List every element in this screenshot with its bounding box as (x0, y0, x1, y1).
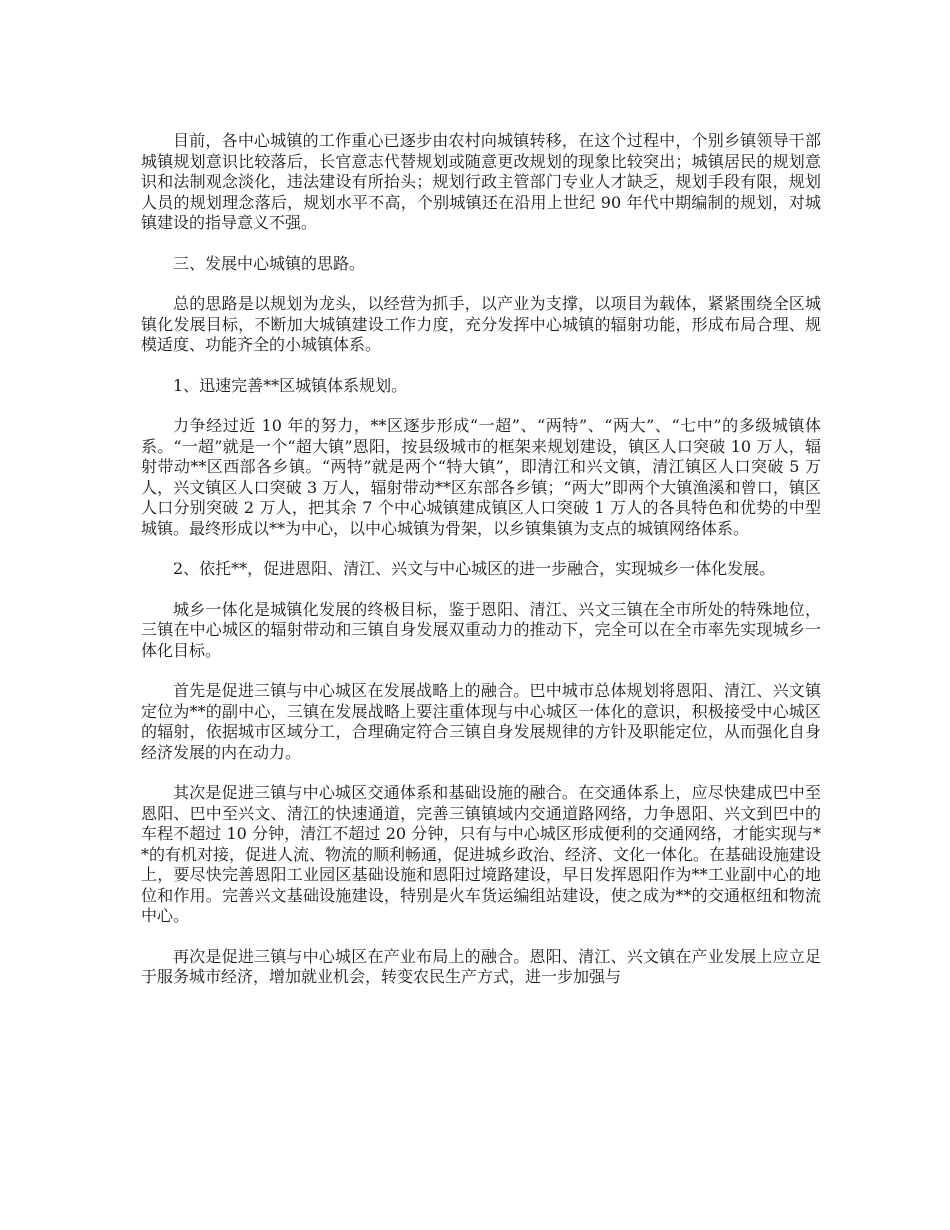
paragraph-transport-infrastructure: 其次是促进三镇与中心城区交通体系和基础设施的融合。在交通体系上，应尽快建成巴中至恩阳、巴中至兴文、清江的快速通道，完善三镇镇域内交通道路网络，力争恩阳、兴文到巴中的车程不超过 10 分钟，清江不超过 20 分钟，只有与中心城区形成便利的交通网络，才能实现与**的有机对接，促进人流、物流的顺利畅通，促进城乡政治、经济、文化一体化。在基础设施建设上，要尽快完善恩阳工业园区基础设施和恩阳过境路建设，早日发挥恩阳作为**工业副中心的地位和作用。完善兴文基础设施建设，特别是火车货运编组站建设，使之成为**的交通枢纽和物流中心。 (141, 783, 822, 925)
paragraph-integration-goal: 城乡一体化是城镇化发展的终极目标，鉴于恩阳、清江、兴文三镇在全市所处的特殊地位，三镇在中心城区的辐射带动和三镇自身发展双重动力的推动下，完全可以在全市率先实现城乡一体化目标。 (141, 599, 821, 660)
subheading-town-system-planning: 1、迅速完善**区城镇体系规划。 (173, 375, 408, 395)
paragraph-overall-idea: 总的思路是以规划为龙头，以经营为抓手，以产业为支撑，以项目为载体，紧紧围绕全区城镇化发展目标，不断加大城镇建设工作力度，充分发挥中心城镇的辐射功能，形成布局合理、规模适度、功能齐全的小城镇体系。 (141, 294, 821, 354)
section-heading-development-ideas: 三、发展中心城镇的思路。 (173, 253, 366, 273)
paragraph-strategy-integration: 首先是促进三镇与中心城区在发展战略上的融合。巴中城市总体规划将恩阳、清江、兴文镇定位为**的副中心，三镇在发展战略上要注重体现与中心城区一体化的意识，积极接受中心城区的辐射，依据城市区域分工，合理确定符合三镇自身发展规律的方针及职能定位，从而强化自身经济发展的内在动力。 (141, 681, 821, 762)
document-body (141, 131, 821, 1008)
subheading-urban-rural-integration: 2、依托**，促进恩阳、清江、兴文与中心城区的进一步融合，实现城乡一体化发展。 (173, 559, 776, 578)
paragraph-town-system-goals: 力争经过近 10 年的努力，**区逐步形成“一超”、“两特”、“两大”、“七中”的多级城镇体系。“一超”就是一个“超大镇”恩阳，按县级城市的框架来规划建设，镇区人口突破 10 万人，辐射带动**区西部各乡镇。“两特”就是两个“特大镇”，即清江和兴文镇，清江镇区人口突破 5 万人，兴文镇区人口突破 3 万人，辐射带动**区东部各乡镇；“两大”即两个大镇渔溪和曾口，镇区人口分别突破 2 万人，把其余 7 个中心城镇建成镇区人口突破 1 万人的各具特色和优势的中型城镇。最终形成以**为中心，以中心城镇为骨架，以乡镇集镇为支点的城镇网络体系。 (141, 416, 821, 538)
paragraph-industry-layout: 再次是促进三镇与中心城区在产业布局上的融合。恩阳、清江、兴文镇在产业发展上应立足于服务城市经济，增加就业机会，转变农民生产方式，进一步加强与 (141, 946, 821, 986)
paragraph-planning-problems: 目前，各中心城镇的工作重心已逐步由农村向城镇转移，在这个过程中，个别乡镇领导干部城镇规划意识比较落后，长官意志代替规划或随意更改规划的现象比较突出；城镇居民的规划意识和法制观念淡化，违法建设有所抬头；规划行政主管部门专业人才缺乏，规划手段有限，规划人员的规划理念落后，规划水平不高，个别城镇还在沿用上世纪 90 年代中期编制的规划，对城镇建设的指导意义不强。 (141, 131, 821, 232)
